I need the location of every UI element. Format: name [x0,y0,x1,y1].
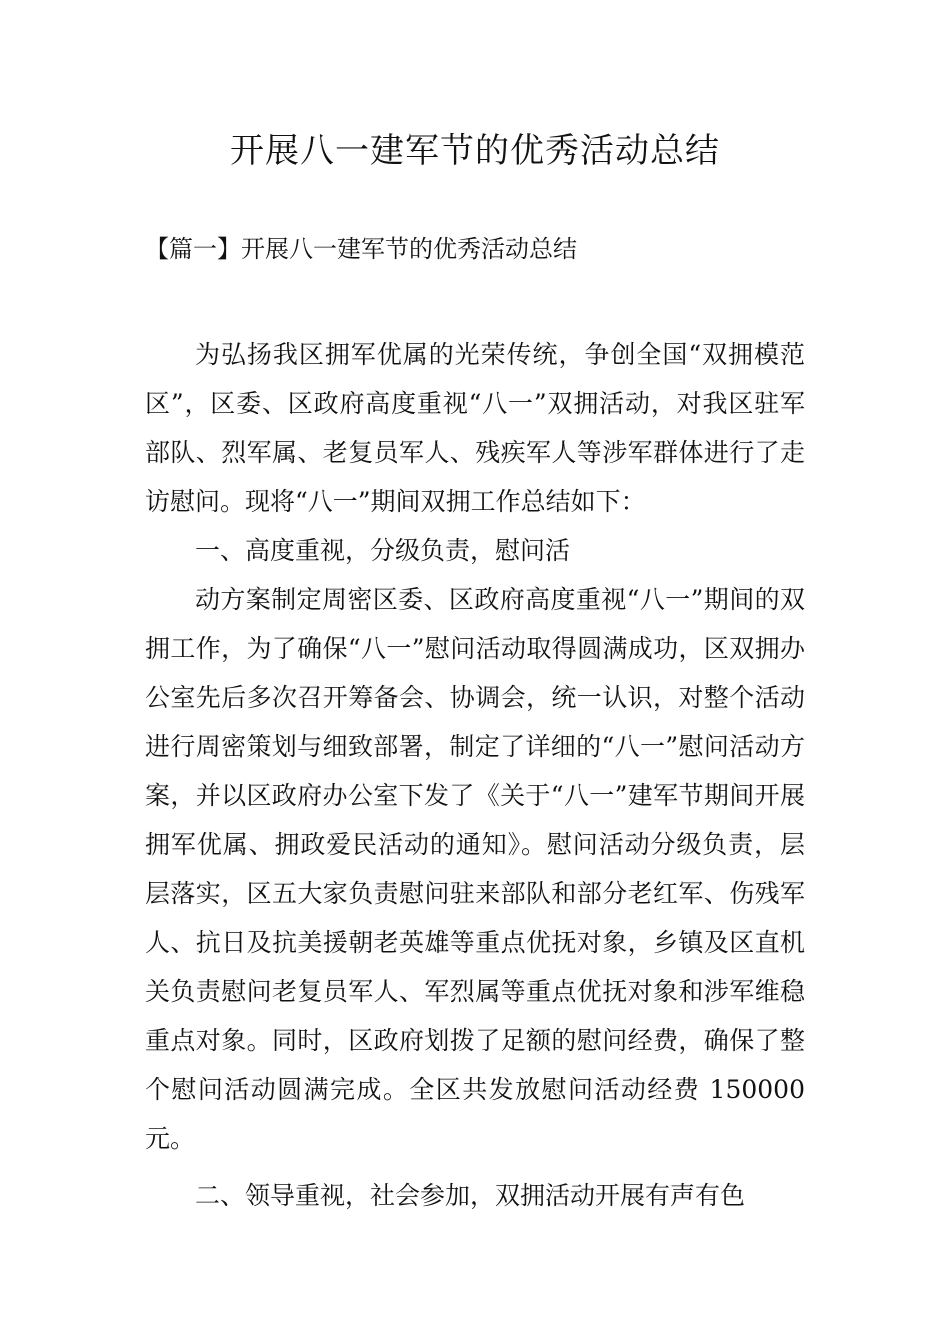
document-title: 开展八一建军节的优秀活动总结 [230,131,720,171]
paragraph-heading-one: 一、高度重视，分级负责，慰问活 [195,536,571,565]
paragraph-intro: 为弘扬我区拥军优属的光荣传统，争创全国“双拥模范区”，区委、区政府高度重视“八一”双拥活动，对我区驻军部队、烈军属、老复员军人、残疾军人等涉军群体进行了走访慰问。现将“八一”期间双拥工作总结如下： [145,340,805,516]
paragraph-heading-two: 二、领导重视，社会参加，双拥活动开展有声有色 [195,1181,746,1210]
section-heading: 【篇一】开展八一建军节的优秀活动总结 [145,235,577,263]
document-body [145,330,805,1220]
paragraph-plan: 动方案制定周密区委、区政府高度重视“八一”期间的双拥工作，为了确保“八一”慰问活动取得圆满成功，区双拥办公室先后多次召开筹备会、协调会，统一认识，对整个活动进行周密策划与细致部署，制定了详细的“八一”慰问活动方案，并以区政府办公室下发了《关于“八一”建军节期间开展拥军优属、拥政爱民活动的通知》。慰问活动分级负责，层层落实，区五大家负责慰问驻来部队和部分老红军、伤残军人、抗日及抗美援朝老英雄等重点优抚对象，乡镇及区直机关负责慰问老复员军人、军烈属等重点优抚对象和涉军维稳重点对象。同时，区政府划拨了足额的慰问经费，确保了整个慰问活动圆满完成。全区共发放慰问活动经费 150000 元。 [145,585,805,1153]
